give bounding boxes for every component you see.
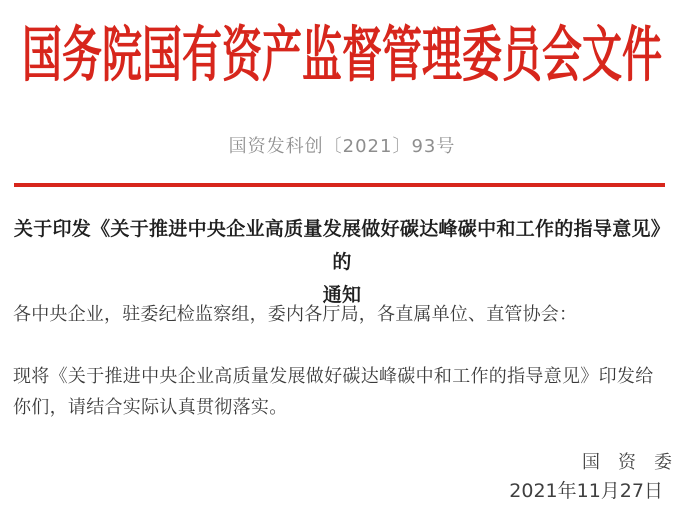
notice-body-paragraph: 现将《关于推进中央企业高质量发展做好碳达峰碳中和工作的指导意见》印发给你们，请结合实际认真贯彻落实。 (13, 366, 654, 418)
notice-title-line-2: 通知 (322, 284, 362, 306)
notice-title-line-1: 关于印发《关于推进中央企业高质量发展做好碳达峰碳中和工作的指导意见》的 (13, 218, 671, 273)
signing-authority: 国 资 委 (582, 452, 672, 473)
notice-title (10, 213, 674, 312)
issue-date: 2021年11月27日 (509, 480, 663, 502)
addressee-line: 各中央企业，驻委纪检监察组，委内各厅局，各直属单位、直管协会： (13, 304, 578, 325)
red-divider-rule (14, 183, 665, 187)
document-reference-number: 国资发科创〔2021〕93号 (228, 136, 456, 157)
masthead-red-header: 国务院国有资产监督管理委员会文件 (22, 20, 662, 91)
